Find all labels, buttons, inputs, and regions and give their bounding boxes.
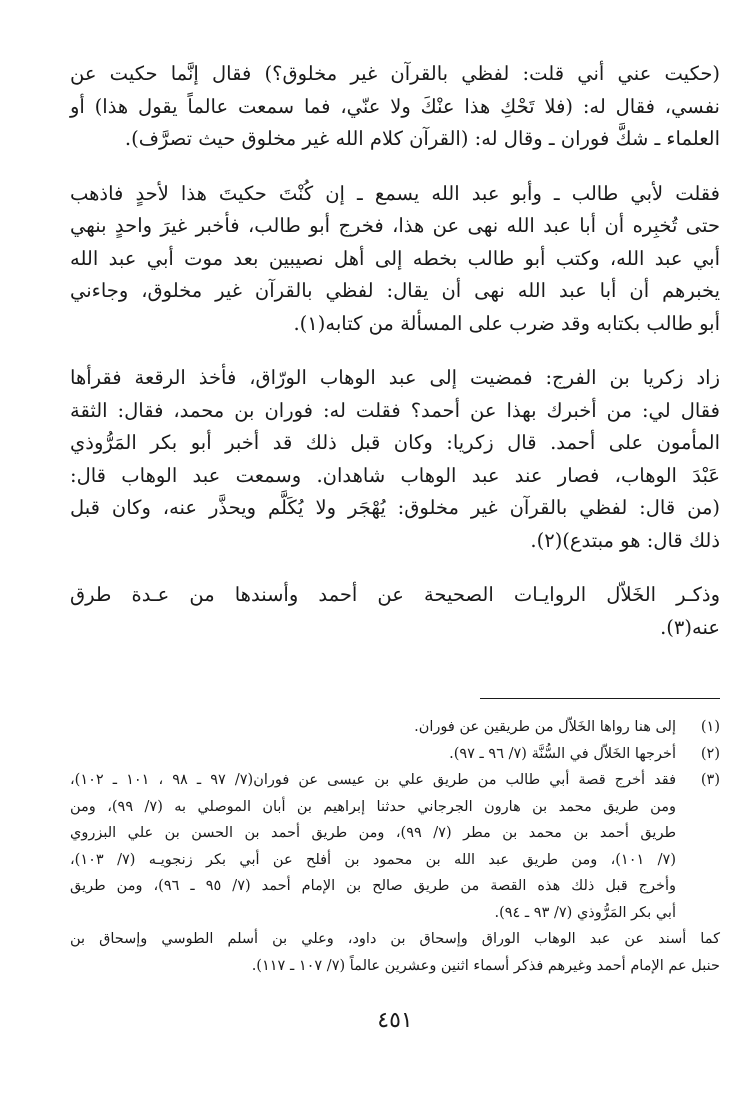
footnote-2 [70,741,720,768]
paragraph-2 [70,178,720,341]
footnote-text [70,767,676,926]
text-line: (من قال: لفظي بالقرآن غير مخلوق: يُهْجَر ولا يُكَلَّم ويحذَّر عنه، وكان قبل [70,496,720,519]
text-line: أبو طالب بكتابه وقد ضرب على المسألة من كتابه(١). [293,311,720,335]
footnote-line: أخرجها الخَلاّل في السُّنَّة (٧/ ٩٦ ـ ٩٧). [449,745,676,762]
page-body [70,58,720,1033]
text-line: العلماء ـ شكَّ فوران ـ وقال له: (القرآن كلام الله غير مخلوق حيث تصرَّف). [124,127,720,150]
page-number: ٤٥١ [377,1008,413,1033]
footnote-continuation [70,926,720,979]
paragraph-1 [70,58,720,156]
footnote-number: (١) [700,719,720,735]
paragraph-3 [70,362,720,557]
footnote-line: وأخرج قبل ذلك هذه القصة من طريق صالح بن الإمام أحمد (٧/ ٩٥ ـ ٩٦)، ومن طريق [70,878,676,894]
text-line: وذكـر الخَلاّل الروايـات الصحيحة عن أحمد وأسندها من عـدة طرق [70,583,720,606]
footnote-text [70,741,676,768]
footnote-line: إلى هنا رواها الخَلاّل من طريقين عن فوران. [414,719,676,735]
footnote-number: (٢) [700,745,720,762]
text-line: أبي عبد الله، وكتب أبو طالب بخطه إلى أهل نصيبين بعد موت أبي عبد الله [70,246,720,270]
footnotes [70,714,720,979]
paragraph-4 [70,579,720,644]
text-line: ذلك قال: هو مبتدع)(٢). [530,528,720,552]
text-line: عَبْدَ الوهاب، فصار عند عبد الوهاب شاهدان. وسمعت عبد الوهاب قال: [70,463,720,487]
text-line: نفسي، فقال له: (فلا تَحْكِ هذا عنْكَ ولا عنّي، فما سمعت عالماً يقول هذا) أو [70,94,720,118]
footnote-1 [70,714,720,741]
text-line: فقال لي: من أخبرك بهذا عن أحمد؟ فقلت له: فوران بن محمد، فقال: الثقة [70,398,720,422]
footnote-line: فقد أخرج قصة أبي طالب من طريق علي بن عيسى عن فوران(٧/ ٩٧ ـ ٩٨ ، ١٠١ ـ ١٠٢)، [70,772,677,788]
text-line: المأمون على أحمد. قال زكريا: وكان قبل ذلك قد أخبر أبو بكر المَرُّوذي [70,431,720,454]
footnote-line: أبي بكر المَرُّوذي (٧/ ٩٣ ـ ٩٤). [494,904,676,921]
footnote-line: (٧/ ١٠١)، ومن طريق عبد الله بن محمود بن أفلح عن أبي بكر زنجويـه (٧/ ١٠٣)، [70,851,676,868]
footnote-line: طريق أحمد بن محمد بن مطر (٧/ ٩٩)، ومن طريق أحمد بن الحسن بن علي البزروي [70,825,676,841]
footnote-line: حنبل عم الإمام أحمد وغيرهم فذكر أسماء اثنين وعشرين عالماً (٧/ ١٠٧ ـ ١١٧). [251,957,720,974]
footnote-separator [480,698,720,699]
footnote-number: (٣) [700,772,720,788]
text-line: حتى تُخبِره أن أبا عبد الله نهى عن هذا، فخرج أبو طالب، فأخبر غيرَ واحدٍ بنهي [70,214,720,237]
text-line: (حكيت عني أني قلت: لفظي بالقرآن غير مخلوق؟) فقال إنَّما حكيت عن [70,62,720,85]
footnote-text [70,714,676,741]
text-line: عنه(٣). [660,615,720,639]
text-line: يخبرهم أن أبا عبد الله نهى أن يقال: لفظي بالقرآن غير مخلوق، وجاءني [70,279,720,302]
text-line: زاد زكريا بن الفرج: فمضيت إلى عبد الوهاب الورّاق، فأخذ الرقعة فقرأها [70,366,720,389]
footnote-line: ومن طريق محمد بن هارون الجرجاني حدثنا إبراهيم بن أبان الموصلي به (٧/ ٩٩)، ومن [70,798,676,815]
footnote-line: كما أسند عن عبد الوهاب الوراق وإسحاق بن داود، وعلي بن أسلم الطوسي وإسحاق بن [70,931,720,947]
footnote-3 [70,767,720,926]
text-line: فقلت لأبي طالب ـ وأبو عبد الله يسمع ـ إن كُنْتَ حكيتَ هذا لأحدٍ فاذهب [70,181,720,205]
